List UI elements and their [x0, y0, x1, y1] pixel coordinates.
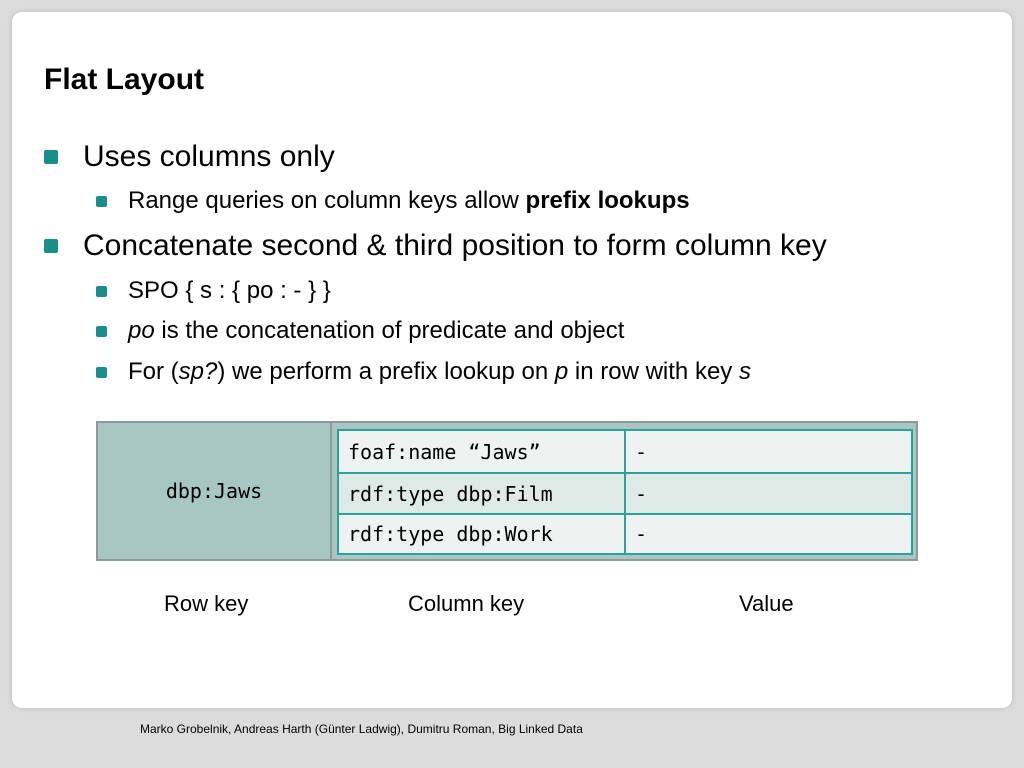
sub-bullet-text-plain: is the concatenation of predicate and object: [154, 317, 625, 344]
sub-bullet-text-italic: po: [128, 317, 155, 344]
sub-bullet-text-bold: prefix lookups: [525, 187, 690, 214]
sub-bullet-square-icon: [96, 367, 107, 378]
column-key-cell: rdf:type dbp:Film: [339, 474, 626, 513]
row-key-label: Row key: [164, 591, 249, 616]
text-part-italic: s: [738, 358, 751, 385]
text-part: For (: [128, 358, 179, 385]
text-part-italic: p: [554, 358, 569, 385]
sub-bullet-text: [128, 357, 751, 387]
sub-bullet-text: SPO { s : { po : - } }: [128, 277, 331, 304]
table-row: [339, 431, 911, 472]
sub-bullet-square-icon: [96, 196, 107, 207]
text-part: ) we perform a prefix lookup on: [217, 358, 555, 385]
text-part-italic: sp?: [178, 358, 218, 385]
table-row: [339, 513, 911, 553]
column-key-label: Column key: [408, 591, 525, 616]
bullet-text: Uses columns only: [83, 140, 335, 173]
sub-bullet-text: [128, 316, 624, 346]
value-label: Value: [739, 591, 794, 616]
sub-bullet-text-plain: Range queries on column keys allow: [128, 187, 526, 214]
sub-bullet-square-icon: [96, 286, 107, 297]
column-key-cell: rdf:type dbp:Work: [339, 515, 626, 553]
slide-title: Flat Layout: [44, 63, 205, 96]
text-part: in row with key: [568, 358, 739, 385]
sub-bullet-square-icon: [96, 326, 107, 337]
value-cell: -: [635, 522, 648, 546]
column-key-cell: foaf:name “Jaws”: [339, 431, 626, 472]
column-value-table: [337, 429, 913, 555]
footer-credits: Marko Grobelnik, Andreas Harth (Günter Ladwig), Dumitru Roman, Big Linked Data: [140, 722, 583, 736]
row-key-cell: dbp:Jaws: [98, 423, 332, 559]
table-row: [339, 472, 911, 513]
bullet-square-icon: [44, 150, 58, 164]
value-cell: -: [635, 439, 648, 464]
value-cell: -: [635, 481, 648, 506]
bullet-square-icon: [44, 239, 58, 253]
flat-layout-table: [96, 421, 918, 561]
sub-bullet-text: [128, 186, 690, 216]
bullet-text: Concatenate second & third position to form column key: [83, 229, 827, 262]
